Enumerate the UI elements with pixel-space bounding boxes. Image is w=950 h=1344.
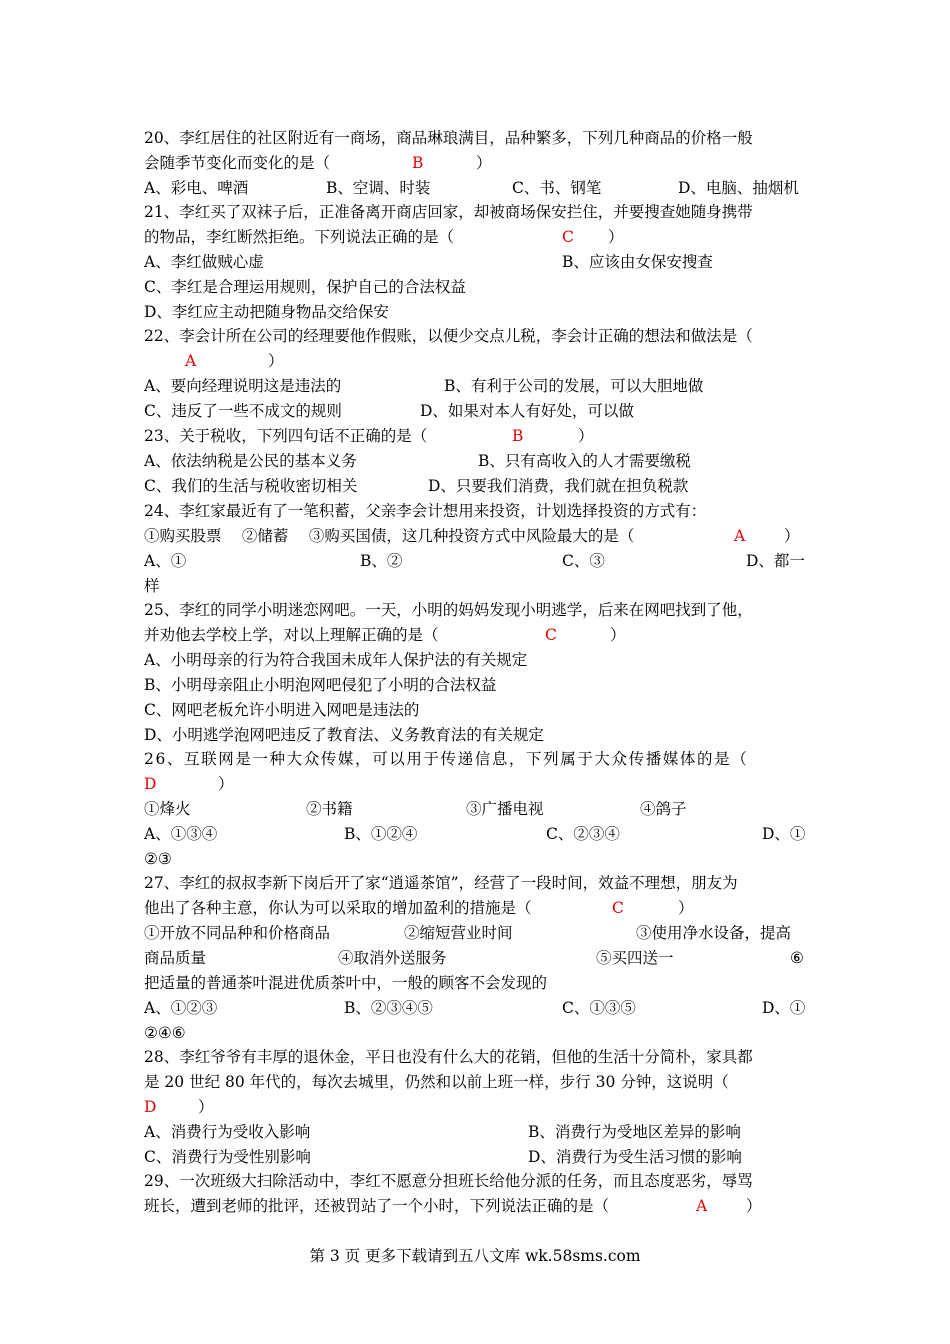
q22-close-paren: ） [268,352,284,370]
q27-item-6: ⑥ [790,949,804,967]
q27-answer: C [612,899,624,917]
q28-option-c: C、消费行为受性别影响 [144,1148,311,1166]
q27-option-b: B、②③④⑤ [344,999,433,1017]
q27-item-3-wrap: 商品质量 [144,949,207,967]
q26-item-2: ②书籍 [306,800,353,818]
page-footer[interactable]: 第 3 页 更多下载请到五八文库 wk.58sms.com [309,1247,641,1265]
q25-stem-line1: 25、李红的同学小明迷恋网吧。一天，小明的妈妈发现小明逃学，后来在网吧找到了他， [144,601,753,619]
q27-item-5: ⑤买四送一 [596,949,674,967]
q24-option-c: C、③ [562,552,605,570]
q23-stem-line1: 23、关于税收，下列四句话不正确的是（ [144,427,428,445]
q24-option-d-wrap: 样 [144,577,160,595]
q29-close-paren: ） [746,1197,762,1215]
q28-close-paren: ） [198,1098,214,1116]
q20-option-b: B、空调、时装 [326,179,431,197]
q21-stem-line2: 的物品，李红断然拒绝。下列说法正确的是（ [144,228,455,246]
q26-option-d: D、① [762,825,806,843]
q26-stem-line1: 26、互联网是一种大众传媒，可以用于传递信息，下列属于大众传播媒体的是（ [144,750,749,768]
q21-option-d: D、李红应主动把随身物品交给保安 [144,303,389,321]
q28-answer: D [144,1098,157,1116]
q22-stem-line1: 22、李会计所在公司的经理要他作假账，以便少交点儿税，李会计正确的想法和做法是（ [144,327,753,345]
q25-option-c: C、网吧老板允许小明进入网吧是违法的 [144,701,420,719]
q20-close-paren: ） [476,154,492,172]
q23-answer: B [512,427,524,445]
q25-stem-line2: 并劝他去学校上学，对以上理解正确的是（ [144,626,439,644]
q24-option-a: A、① [144,552,187,570]
q27-option-a: A、①②③ [144,999,218,1017]
q22-answer: A [185,352,197,370]
q21-option-c: C、李红是合理运用规则，保护自己的合法权益 [144,278,466,296]
q22-option-d: D、如果对本人有好处，可以做 [420,402,634,420]
q28-stem-line1: 28、李红爷爷有丰厚的退休金，平日也没有什么大的花销，但他的生活十分简朴，家具都 [144,1048,753,1066]
q21-option-b: B、应该由女保安搜查 [562,253,713,271]
q20-answer: B [412,154,424,172]
q26-option-c: C、②③④ [546,825,620,843]
q26-option-a: A、①③④ [144,825,218,843]
q21-close-paren: ） [608,228,624,246]
q26-option-b: B、①②④ [344,825,418,843]
q22-option-c: C、违反了一些不成文的规则 [144,402,342,420]
q23-option-a: A、依法纳税是公民的基本义务 [144,452,357,470]
q26-answer: D [144,775,157,793]
q20-option-a: A、彩电、啤酒 [144,179,249,197]
q25-close-paren: ） [610,626,626,644]
q29-stem-line2: 班长，遭到老师的批评，还被罚站了一个小时，下列说法正确的是（ [144,1197,610,1215]
q20-stem-line1: 20、李红居住的社区附近有一商场，商品琳琅满目，品种繁多，下列几种商品的价格一般 [144,129,753,147]
q29-stem-line1: 29、一次班级大扫除活动中，李红不愿意分担班长给他分派的任务，而且态度恶劣，辱骂 [144,1172,753,1190]
q27-stem-line1: 27、李红的叔叔李新下岗后开了家“逍遥茶馆”，经营了一段时间，效益不理想，朋友为 [144,874,738,892]
q21-option-a: A、李红做贼心虚 [144,253,264,271]
q23-option-b: B、只有高收入的人才需要缴税 [478,452,691,470]
q20-option-d: D、电脑、抽烟机 [678,179,799,197]
q27-option-d-wrap: ②④⑥ [144,1024,186,1042]
q24-option-d: D、都一 [746,552,805,570]
q24-answer: A [734,527,746,545]
q27-close-paren: ） [678,899,694,917]
q27-item-2: ②缩短营业时间 [404,924,513,942]
q24-stem-line1: 24、李红家最近有了一笔积蓄，父亲李会计想用来投资，计划选择投资的方式有： [144,502,707,520]
q26-item-1: ①烽火 [144,800,191,818]
q22-option-a: A、要向经理说明这是违法的 [144,377,342,395]
q28-option-d: D、消费行为受生活习惯的影响 [528,1148,742,1166]
q29-answer: A [696,1197,708,1215]
q26-close-paren: ） [218,775,234,793]
q27-item-3: ③使用净水设备，提高 [636,924,792,942]
q25-option-b: B、小明母亲阻止小明泡网吧侵犯了小明的合法权益 [144,676,497,694]
q27-item-6-wrap: 把适量的普通茶叶混进优质茶叶中，一般的顾客不会发现的 [144,974,548,992]
q21-stem-line1: 21、李红买了双袜子后，正准备离开商店回家，却被商场保安拦住，并要搜查她随身携带 [144,203,753,221]
q25-option-d: D、小明逃学泡网吧违反了教育法、义务教育法的有关规定 [144,726,544,744]
q27-option-c: C、①③⑤ [562,999,636,1017]
q27-item-4: ④取消外送服务 [338,949,447,967]
q24-option-b: B、② [360,552,403,570]
q25-answer: C [545,626,557,644]
q27-stem-line2: 他出了各种主意，你认为可以采取的增加盈利的措施是（ [144,899,532,917]
q20-option-c: C、书、钢笔 [512,179,602,197]
q23-close-paren: ） [578,427,594,445]
q28-option-b: B、消费行为受地区差异的影响 [528,1123,741,1141]
q27-option-d: D、① [762,999,806,1017]
q24-close-paren: ） [784,527,800,545]
q25-option-a: A、小明母亲的行为符合我国未成年人保护法的有关规定 [144,651,528,669]
q26-item-3: ③广播电视 [466,800,544,818]
q23-option-d: D、只要我们消费，我们就在担负税款 [428,477,689,495]
q27-item-1: ①开放不同品种和价格商品 [144,924,331,942]
q28-option-a: A、消费行为受收入影响 [144,1123,311,1141]
q28-stem-line2: 是 20 世纪 80 年代的，每次去城里，仍然和以前上班一样，步行 30 分钟，这说明（ [144,1073,729,1091]
q26-option-d-wrap: ②③ [144,850,172,868]
q24-stem-line2: ①购买股票 ②储蓄 ③购买国债，这几种投资方式中风险最大的是（ [144,527,635,545]
q23-option-c: C、我们的生活与税收密切相关 [144,477,358,495]
q26-item-4: ④鸽子 [640,800,687,818]
q20-stem-line2: 会随季节变化而变化的是（ [144,154,331,172]
q21-answer: C [562,228,574,246]
q22-option-b: B、有利于公司的发展，可以大胆地做 [444,377,704,395]
